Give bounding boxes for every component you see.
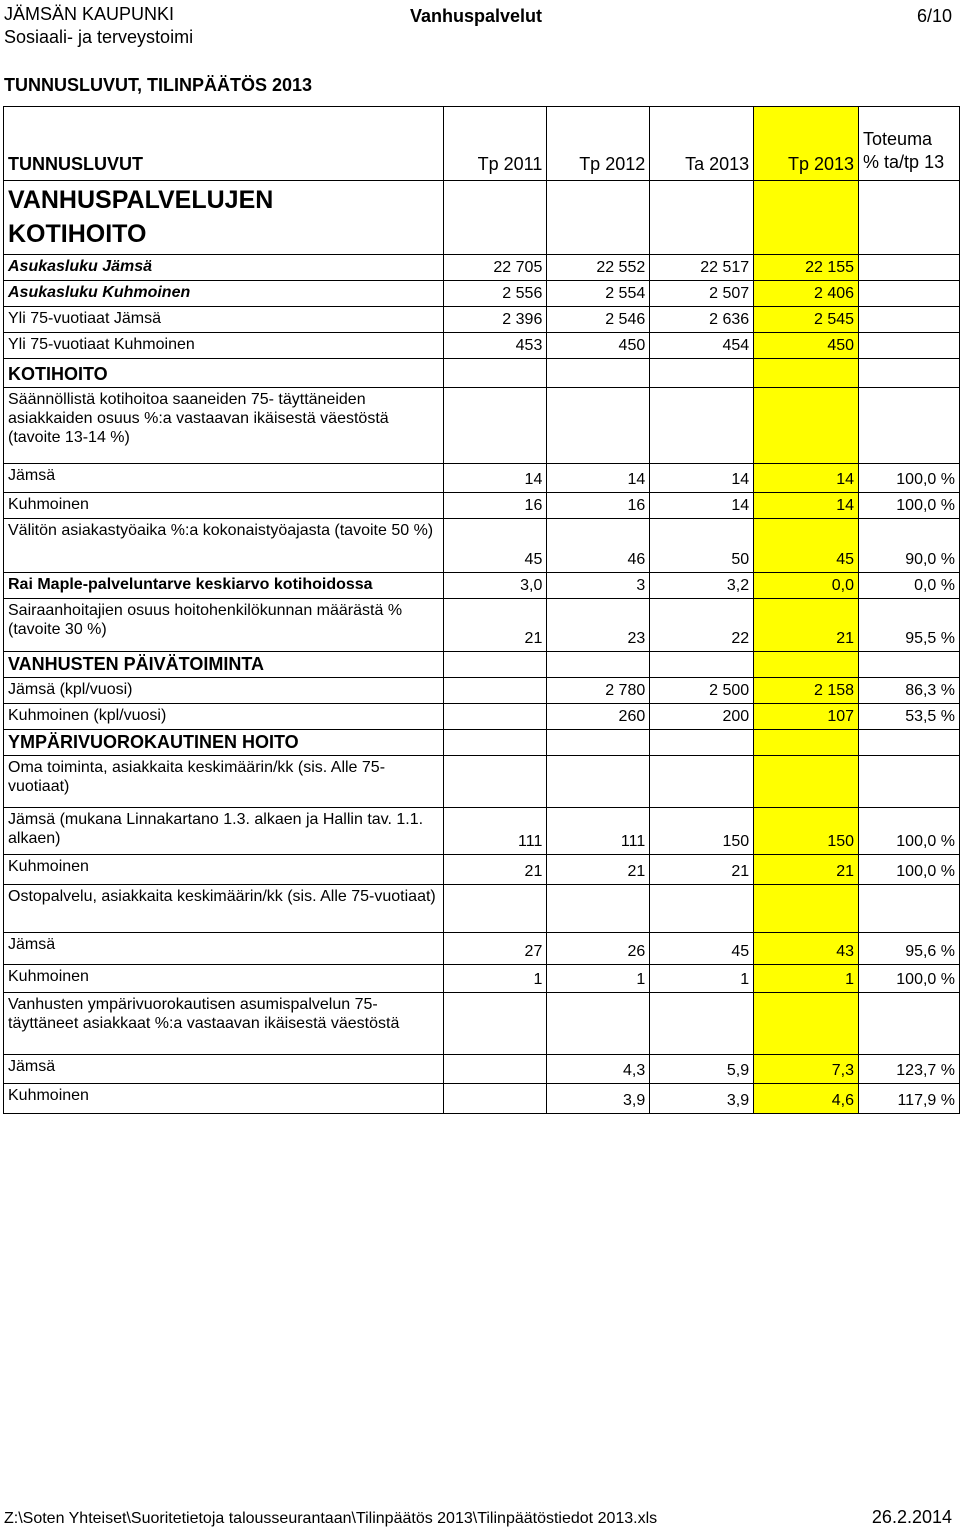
cell-tp2011: 1 [444,965,547,993]
table-row [4,652,960,678]
table-row [4,359,960,388]
row-label: Yli 75-vuotiaat Kuhmoinen [4,333,444,359]
table-row [4,519,960,573]
cell-toteuma [859,756,960,808]
print-date: 26.2.2014 [871,1507,952,1527]
cell-ta2013: 150 [650,808,754,855]
row-label: Asukasluku Jämsä [4,255,444,281]
cell-tp2013: 21 [754,855,859,885]
cell-tp2013: 4,6 [754,1084,859,1114]
cell-tp2012: 14 [547,464,650,493]
row-label: Asukasluku Kuhmoinen [4,281,444,307]
cell-ta2013: 45 [650,933,754,965]
cell-tp2011: 21 [444,855,547,885]
cell-tp2011: 22 705 [444,255,547,281]
table-row [4,599,960,652]
cell-ta2013 [650,388,754,464]
cell-toteuma: 53,5 % [859,704,960,730]
cell-tp2013: 21 [754,599,859,652]
cell-toteuma [859,255,960,281]
cell-toteuma: 100,0 % [859,464,960,493]
table-row [4,965,960,993]
column-header-tp2011: Tp 2011 [444,107,547,181]
cell-tp2011: 3,0 [444,573,547,599]
cell-toteuma: 123,7 % [859,1055,960,1084]
cell-ta2013 [650,885,754,933]
cell-toteuma [859,333,960,359]
cell-ta2013: 22 517 [650,255,754,281]
cell-tp2013 [754,181,859,255]
cell-tp2012: 46 [547,519,650,573]
cell-ta2013: 22 [650,599,754,652]
table-row [4,388,960,464]
cell-toteuma: 0,0 % [859,573,960,599]
cell-tp2012: 2 546 [547,307,650,333]
row-label: KOTIHOITO [4,359,444,388]
document-title: Vanhuspalvelut [410,6,543,26]
row-label: YMPÄRIVUOROKAUTINEN HOITO [4,730,444,756]
cell-toteuma [859,388,960,464]
cell-tp2013: 7,3 [754,1055,859,1084]
cell-tp2011: 45 [444,519,547,573]
table-row [4,885,960,933]
cell-tp2013 [754,756,859,808]
cell-toteuma: 100,0 % [859,965,960,993]
table-row [4,1084,960,1114]
cell-toteuma [859,652,960,678]
table-row [4,464,960,493]
cell-ta2013: 14 [650,464,754,493]
cell-tp2011 [444,388,547,464]
cell-tp2012: 450 [547,333,650,359]
cell-tp2012 [547,388,650,464]
cell-ta2013: 3,2 [650,573,754,599]
table-row [4,993,960,1055]
cell-ta2013: 14 [650,493,754,519]
cell-ta2013: 3,9 [650,1084,754,1114]
cell-tp2011 [444,359,547,388]
cell-ta2013: 21 [650,855,754,885]
cell-tp2013: 1 [754,965,859,993]
report-subtitle: TUNNUSLUVUT, TILINPÄÄTÖS 2013 [4,75,313,95]
cell-tp2013 [754,993,859,1055]
table-row [4,307,960,333]
cell-tp2011 [444,181,547,255]
cell-tp2012 [547,993,650,1055]
cell-tp2013: 2 158 [754,678,859,704]
table-row [4,333,960,359]
table-row [4,730,960,756]
cell-tp2011 [444,756,547,808]
row-label: Ostopalvelu, asiakkaita keskimäärin/kk (sis. Alle 75-vuotiaat) [4,885,444,933]
file-path: Z:\Soten Yhteiset\Suoritetietoja talousseurantaan\Tilinpäätös 2013\Tilinpäätöstiedot 2013.xls [4,1510,658,1527]
column-header-tp2012: Tp 2012 [547,107,650,181]
cell-tp2013: 107 [754,704,859,730]
row-label: Yli 75-vuotiaat Jämsä [4,307,444,333]
cell-toteuma [859,359,960,388]
cell-ta2013: 200 [650,704,754,730]
organization-name: JÄMSÄN KAUPUNKI [4,4,175,24]
cell-tp2012: 2 554 [547,281,650,307]
table-row [4,756,960,808]
cell-tp2011 [444,678,547,704]
cell-tp2012 [547,181,650,255]
page-number: 6/10 [916,6,952,26]
table-row [4,855,960,885]
cell-toteuma [859,307,960,333]
cell-tp2012: 22 552 [547,255,650,281]
cell-tp2012: 4,3 [547,1055,650,1084]
cell-tp2012: 1 [547,965,650,993]
cell-ta2013 [650,730,754,756]
cell-tp2011: 111 [444,808,547,855]
cell-toteuma [859,730,960,756]
cell-ta2013 [650,652,754,678]
cell-tp2011: 2 556 [444,281,547,307]
key-figures-table [3,106,960,1114]
cell-ta2013: 454 [650,333,754,359]
cell-tp2011: 453 [444,333,547,359]
table-row [4,181,960,255]
cell-tp2013 [754,388,859,464]
cell-tp2011: 27 [444,933,547,965]
table-row [4,573,960,599]
cell-tp2011 [444,730,547,756]
table-row [4,281,960,307]
row-label: Jämsä (kpl/vuosi) [4,678,444,704]
cell-toteuma [859,885,960,933]
table-header-row [4,107,960,181]
row-label: Kuhmoinen [4,1084,444,1114]
cell-ta2013 [650,993,754,1055]
row-label: Jämsä (mukana Linnakartano 1.3. alkaen ja Hallin tav. 1.1. alkaen) [4,808,444,855]
cell-toteuma: 100,0 % [859,493,960,519]
cell-toteuma [859,281,960,307]
cell-tp2012: 23 [547,599,650,652]
cell-tp2011 [444,885,547,933]
cell-ta2013 [650,359,754,388]
table-row [4,704,960,730]
cell-tp2012 [547,730,650,756]
column-header-ta2013: Ta 2013 [650,107,754,181]
row-label: Jämsä [4,1055,444,1084]
cell-tp2011: 16 [444,493,547,519]
table-row [4,808,960,855]
cell-ta2013: 5,9 [650,1055,754,1084]
table-row [4,933,960,965]
cell-toteuma: 100,0 % [859,855,960,885]
column-header-toteuma: Toteuma % ta/tp 13 [859,107,960,181]
cell-tp2011 [444,1055,547,1084]
cell-tp2012: 260 [547,704,650,730]
column-header-tp2013: Tp 2013 [754,107,859,181]
row-label: VANHUSPALVELUJEN KOTIHOITO [4,181,444,255]
row-label: Kuhmoinen [4,855,444,885]
cell-tp2011: 14 [444,464,547,493]
cell-ta2013: 50 [650,519,754,573]
department-name: Sosiaali- ja terveystoimi [4,27,194,47]
row-label: Sairaanhoitajien osuus hoitohenkilökunnan määrästä % (tavoite 30 %) [4,599,444,652]
cell-toteuma: 90,0 % [859,519,960,573]
cell-tp2013: 2 545 [754,307,859,333]
cell-tp2011: 2 396 [444,307,547,333]
cell-toteuma [859,993,960,1055]
cell-tp2012: 111 [547,808,650,855]
cell-tp2013: 22 155 [754,255,859,281]
row-label: Kuhmoinen [4,965,444,993]
cell-toteuma: 95,6 % [859,933,960,965]
cell-tp2012 [547,756,650,808]
table-row [4,255,960,281]
cell-tp2011 [444,993,547,1055]
cell-tp2013 [754,359,859,388]
cell-ta2013: 2 500 [650,678,754,704]
table-row [4,1055,960,1084]
cell-tp2012: 16 [547,493,650,519]
cell-toteuma: 86,3 % [859,678,960,704]
row-label: Jämsä [4,464,444,493]
row-label: Rai Maple-palveluntarve keskiarvo kotihoidossa [4,573,444,599]
row-label: Kuhmoinen (kpl/vuosi) [4,704,444,730]
table-row [4,493,960,519]
cell-ta2013 [650,181,754,255]
row-label: Oma toiminta, asiakkaita keskimäärin/kk (sis. Alle 75-vuotiaat) [4,756,444,808]
cell-tp2012: 3 [547,573,650,599]
cell-tp2011 [444,704,547,730]
cell-tp2013: 14 [754,464,859,493]
row-label: Säännöllistä kotihoitoa saaneiden 75- täyttäneiden asiakkaiden osuus %:a vastaavan ikäisestä väestöstä (tavoite 13-14 %) [4,388,444,464]
cell-tp2011 [444,652,547,678]
cell-toteuma [859,181,960,255]
cell-tp2013 [754,652,859,678]
cell-toteuma: 95,5 % [859,599,960,652]
cell-tp2013 [754,730,859,756]
cell-tp2011: 21 [444,599,547,652]
cell-tp2013: 0,0 [754,573,859,599]
cell-ta2013: 2 636 [650,307,754,333]
cell-toteuma: 100,0 % [859,808,960,855]
cell-tp2013: 2 406 [754,281,859,307]
cell-tp2012: 2 780 [547,678,650,704]
cell-tp2012: 3,9 [547,1084,650,1114]
cell-tp2013: 450 [754,333,859,359]
cell-tp2012 [547,885,650,933]
cell-ta2013 [650,756,754,808]
cell-tp2012 [547,652,650,678]
cell-tp2013: 14 [754,493,859,519]
row-label: Välitön asiakastyöaika %:a kokonaistyöajasta (tavoite 50 %) [4,519,444,573]
cell-tp2013: 45 [754,519,859,573]
cell-toteuma: 117,9 % [859,1084,960,1114]
cell-tp2012: 21 [547,855,650,885]
table-row [4,678,960,704]
cell-tp2012: 26 [547,933,650,965]
cell-tp2013: 150 [754,808,859,855]
row-label: VANHUSTEN PÄIVÄTOIMINTA [4,652,444,678]
row-label: Kuhmoinen [4,493,444,519]
cell-tp2011 [444,1084,547,1114]
column-header-label: TUNNUSLUVUT [4,107,444,181]
row-label: Jämsä [4,933,444,965]
row-label: Vanhusten ympärivuorokautisen asumispalvelun 75-täyttäneet asiakkaat %:a vastaavan ikäisestä väestöstä [4,993,444,1055]
cell-ta2013: 2 507 [650,281,754,307]
cell-tp2013: 43 [754,933,859,965]
cell-ta2013: 1 [650,965,754,993]
cell-tp2012 [547,359,650,388]
cell-tp2013 [754,885,859,933]
